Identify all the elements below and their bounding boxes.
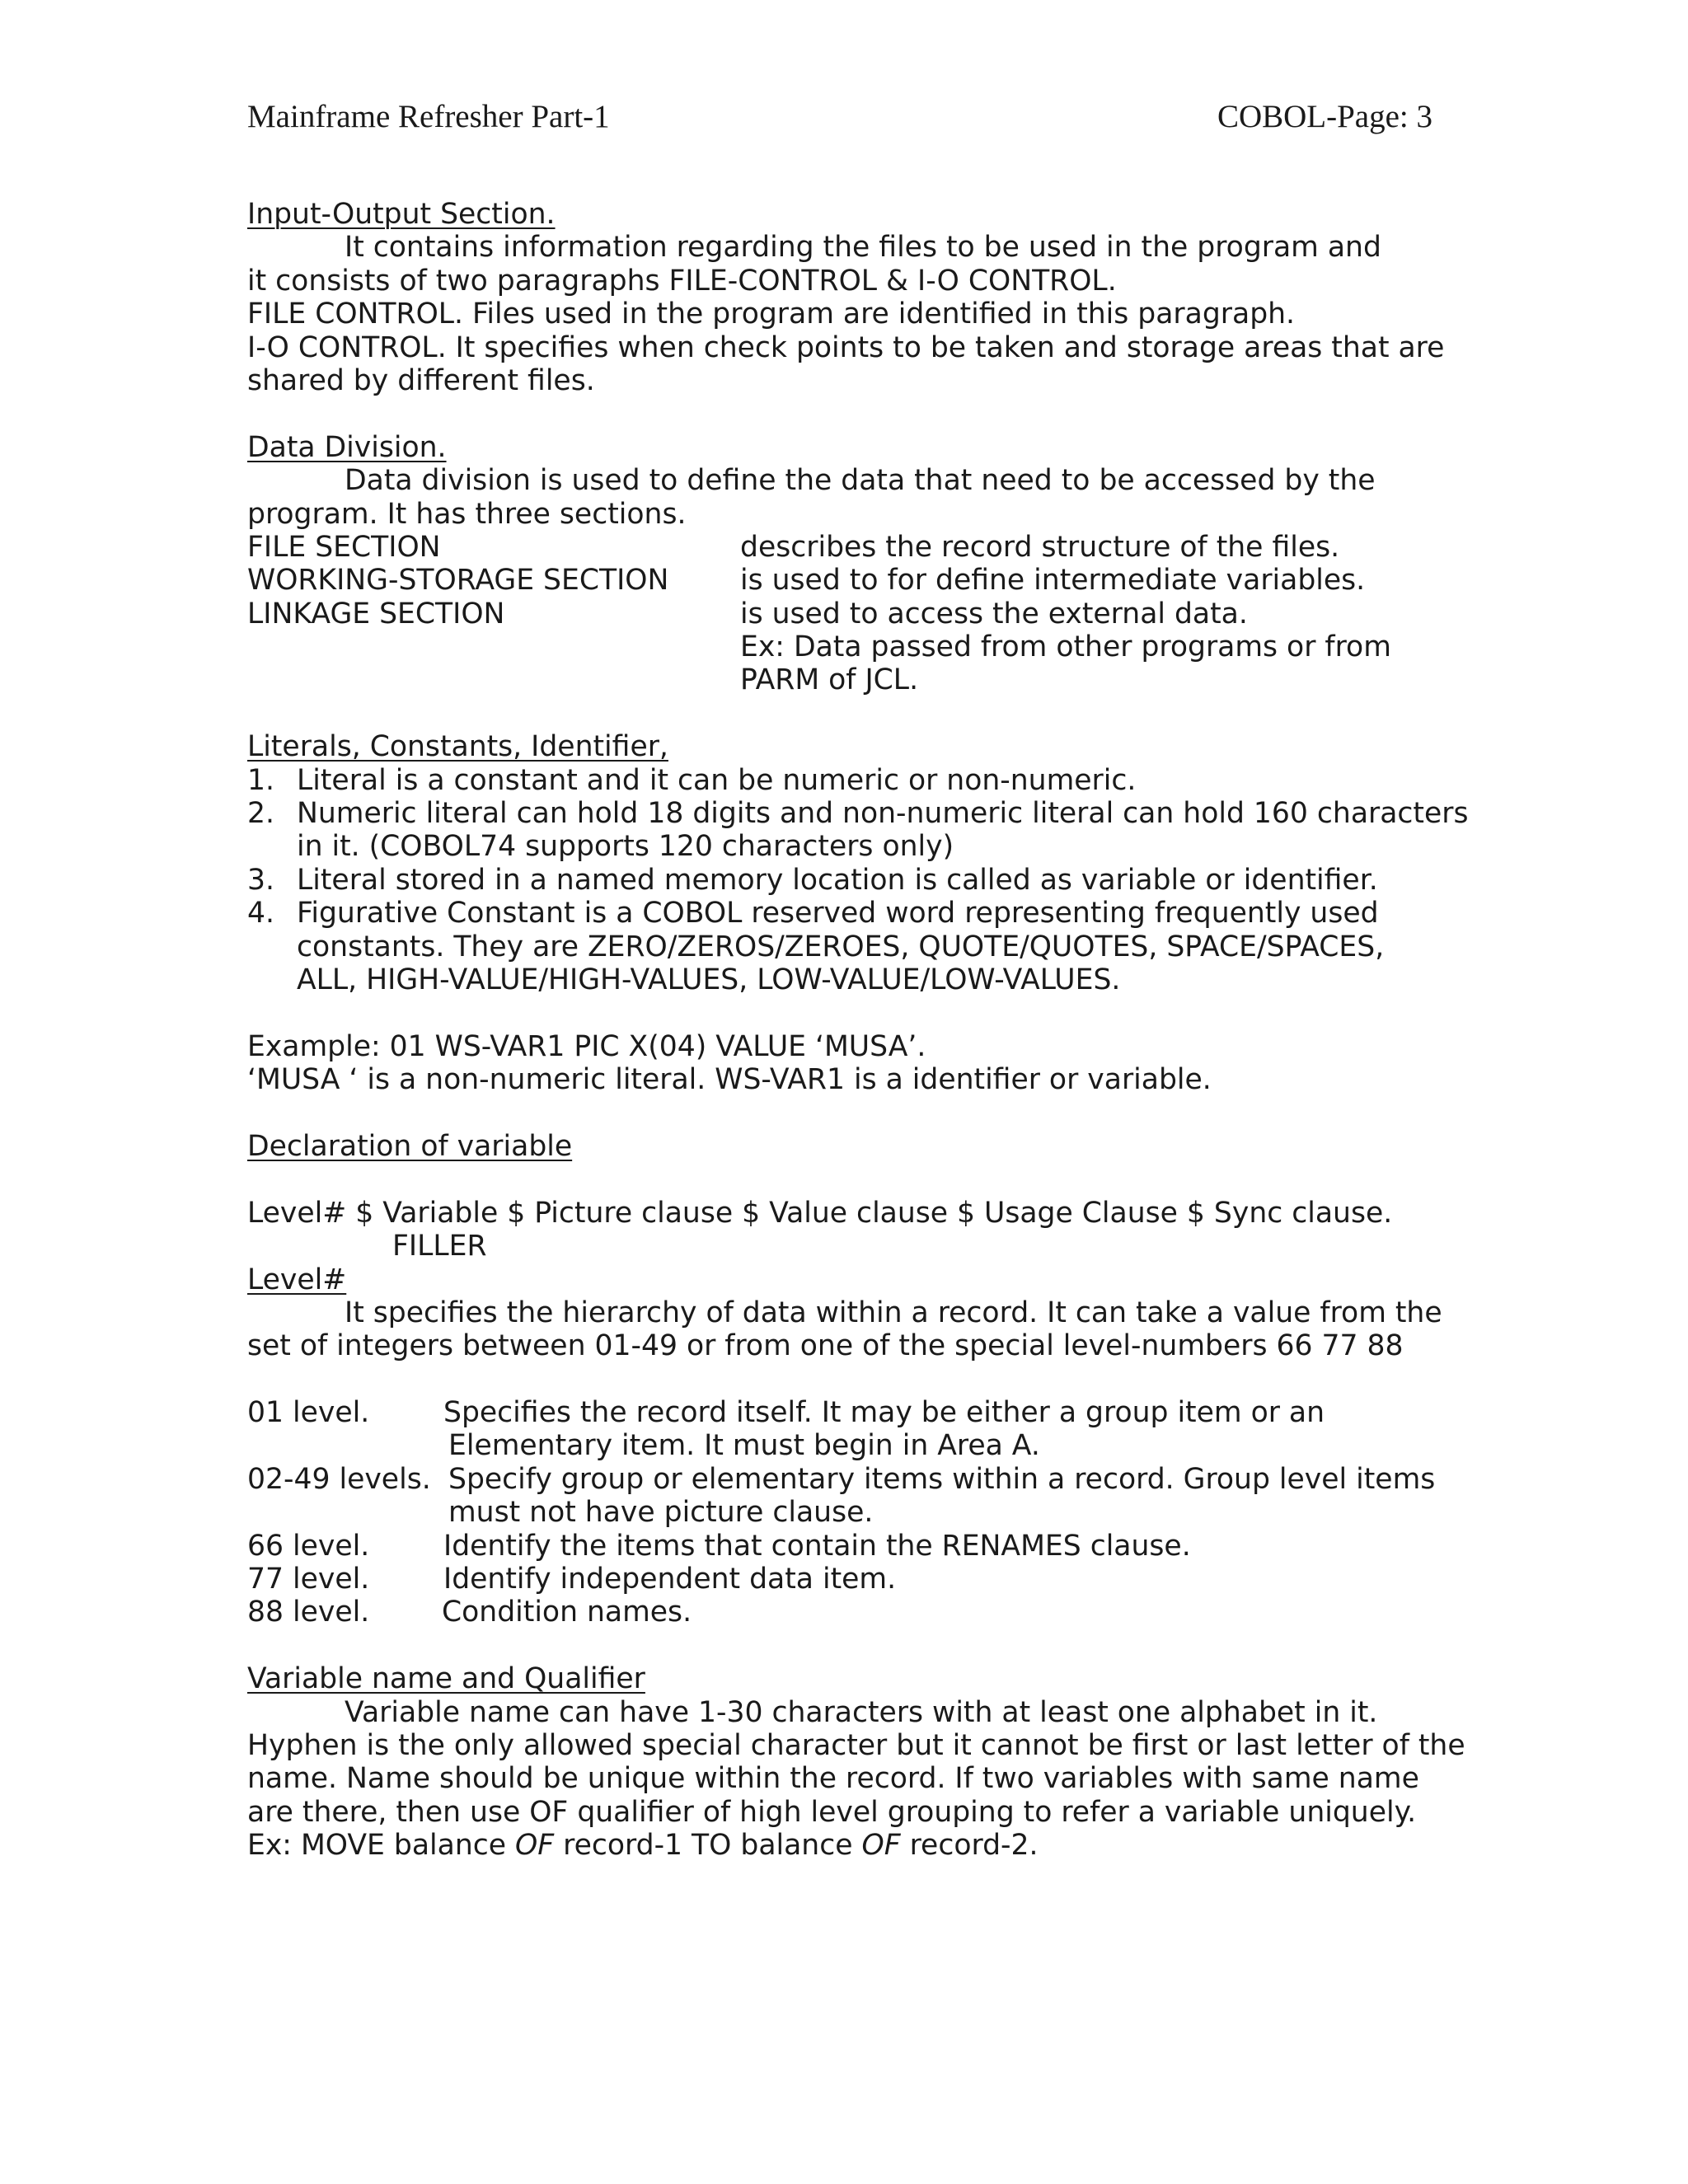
varname-example bbox=[247, 1829, 1467, 1862]
section-name: LINKAGE SECTION bbox=[247, 597, 505, 630]
level-desc: Identify independent data item. bbox=[443, 1563, 897, 1596]
list-item-text: Literal is a constant and it can be numeric or non-numeric. bbox=[297, 763, 1137, 797]
io-text-line: shared by different files. bbox=[247, 363, 595, 397]
declaration-syntax: Level# $ Variable $ Picture clause $ Value clause $ Usage Clause $ Sync clause. bbox=[247, 1196, 1393, 1230]
level-name: 66 level. bbox=[247, 1529, 370, 1563]
varname-text-line: Hyphen is the only allowed special character but it cannot be first or last letter of the bbox=[247, 1728, 1465, 1762]
level-row bbox=[247, 1396, 1467, 1429]
section-example: PARM of JCL. bbox=[740, 663, 919, 697]
level-desc: Specify group or elementary items within a record. Group level items bbox=[448, 1462, 1436, 1496]
level-row bbox=[247, 1463, 1467, 1496]
section-row bbox=[247, 663, 1467, 696]
section-example: Ex: Data passed from other programs or from bbox=[740, 630, 1391, 664]
list-item bbox=[247, 864, 1467, 897]
header-title: Mainframe Refresher Part-1 bbox=[247, 99, 610, 134]
section-row bbox=[247, 531, 1467, 564]
data-division-text-line: Data division is used to define the data that need to be accessed by the bbox=[345, 464, 1376, 498]
level-name: 01 level. bbox=[247, 1396, 370, 1430]
list-item-text: ALL, HIGH-VALUE/HIGH-VALUES, LOW-VALUE/LOW-VALUES. bbox=[297, 963, 1121, 996]
list-item bbox=[247, 797, 1467, 830]
io-text-line: I-O CONTROL. It specifies when check points to be taken and storage areas that are bbox=[247, 330, 1445, 364]
level-row bbox=[247, 1530, 1467, 1563]
section-name: WORKING-STORAGE SECTION bbox=[247, 564, 669, 598]
list-item-text: constants. They are ZERO/ZEROS/ZEROES, QUOTE/QUOTES, SPACE/SPACES, bbox=[297, 930, 1385, 963]
io-text-line: It contains information regarding the files to be used in the program and bbox=[345, 231, 1381, 265]
level-text-line: It specifies the hierarchy of data within a record. It can take a value from the bbox=[345, 1296, 1442, 1329]
section-desc: is used to access the external data. bbox=[740, 597, 1248, 630]
list-item-text: in it. (COBOL74 supports 120 characters only) bbox=[297, 830, 954, 864]
level-name: 02-49 levels. bbox=[247, 1462, 431, 1496]
io-section-heading: Input-Output Section. bbox=[247, 198, 556, 231]
list-item-number: 4. bbox=[247, 897, 274, 930]
level-name: 88 level. bbox=[247, 1596, 370, 1629]
level-name: 77 level. bbox=[247, 1563, 370, 1596]
varname-text-line: are there, then use OF qualifier of high level grouping to refer a variable uniquely. bbox=[247, 1795, 1417, 1829]
page-content bbox=[247, 198, 1467, 1863]
level-text-line: set of integers between 01-49 or from one of the special level-numbers 66 77 88 bbox=[247, 1329, 1404, 1363]
example-line: ‘MUSA ‘ is a non-numeric literal. WS-VAR1 is a identifier or variable. bbox=[247, 1063, 1212, 1097]
level-desc: Elementary item. It must begin in Area A. bbox=[448, 1429, 1040, 1463]
data-division-text-line: program. It has three sections. bbox=[247, 497, 687, 531]
example-qualifier: OF bbox=[515, 1829, 555, 1863]
example-text: record-2. bbox=[900, 1829, 1039, 1863]
example-qualifier: OF bbox=[861, 1829, 901, 1863]
level-desc: must not have picture clause. bbox=[448, 1496, 874, 1530]
varname-text-line: name. Name should be unique within the record. If two variables with same name bbox=[247, 1762, 1419, 1796]
section-name: FILE SECTION bbox=[247, 530, 441, 564]
level-desc: Condition names. bbox=[442, 1596, 692, 1629]
level-heading: Level# bbox=[247, 1263, 347, 1296]
io-text-line: it consists of two paragraphs FILE-CONTROL & I-O CONTROL. bbox=[247, 264, 1117, 298]
list-item-number: 2. bbox=[247, 797, 274, 831]
level-desc: Identify the items that contain the RENAMES clause. bbox=[443, 1529, 1191, 1563]
header-page-number: COBOL-Page: 3 bbox=[1217, 99, 1432, 134]
list-item-text: Numeric literal can hold 18 digits and non-numeric literal can hold 160 characters bbox=[297, 797, 1469, 831]
list-item-number: 1. bbox=[247, 763, 274, 797]
section-row bbox=[247, 564, 1467, 597]
section-row bbox=[247, 630, 1467, 663]
example-text: record-1 TO balance bbox=[554, 1829, 862, 1863]
list-item-number: 3. bbox=[247, 863, 274, 897]
section-row bbox=[247, 598, 1467, 630]
level-desc: Specifies the record itself. It may be either a group item or an bbox=[443, 1396, 1325, 1430]
literals-heading: Literals, Constants, Identifier, bbox=[247, 730, 668, 764]
list-item-text: Figurative Constant is a COBOL reserved word representing frequently used bbox=[297, 897, 1379, 930]
varname-text-line: Variable name can have 1-30 characters with at least one alphabet in it. bbox=[345, 1695, 1378, 1729]
declaration-filler: FILLER bbox=[392, 1230, 487, 1263]
example-text: Ex: MOVE balance bbox=[247, 1829, 516, 1863]
section-desc: is used to for define intermediate variables. bbox=[740, 564, 1366, 598]
section-desc: describes the record structure of the files. bbox=[740, 530, 1340, 564]
level-row bbox=[247, 1596, 1467, 1629]
io-text-line: FILE CONTROL. Files used in the program are identified in this paragraph. bbox=[247, 298, 1296, 331]
list-item-text: Literal stored in a named memory location is called as variable or identifier. bbox=[297, 863, 1378, 897]
data-division-heading: Data Division. bbox=[247, 430, 447, 464]
level-row bbox=[247, 1563, 1467, 1596]
list-item bbox=[247, 897, 1467, 930]
varname-heading: Variable name and Qualifier bbox=[247, 1662, 645, 1696]
declaration-heading: Declaration of variable bbox=[247, 1129, 573, 1163]
example-line: Example: 01 WS-VAR1 PIC X(04) VALUE ‘MUSA’. bbox=[247, 1029, 926, 1063]
list-item bbox=[247, 764, 1467, 797]
